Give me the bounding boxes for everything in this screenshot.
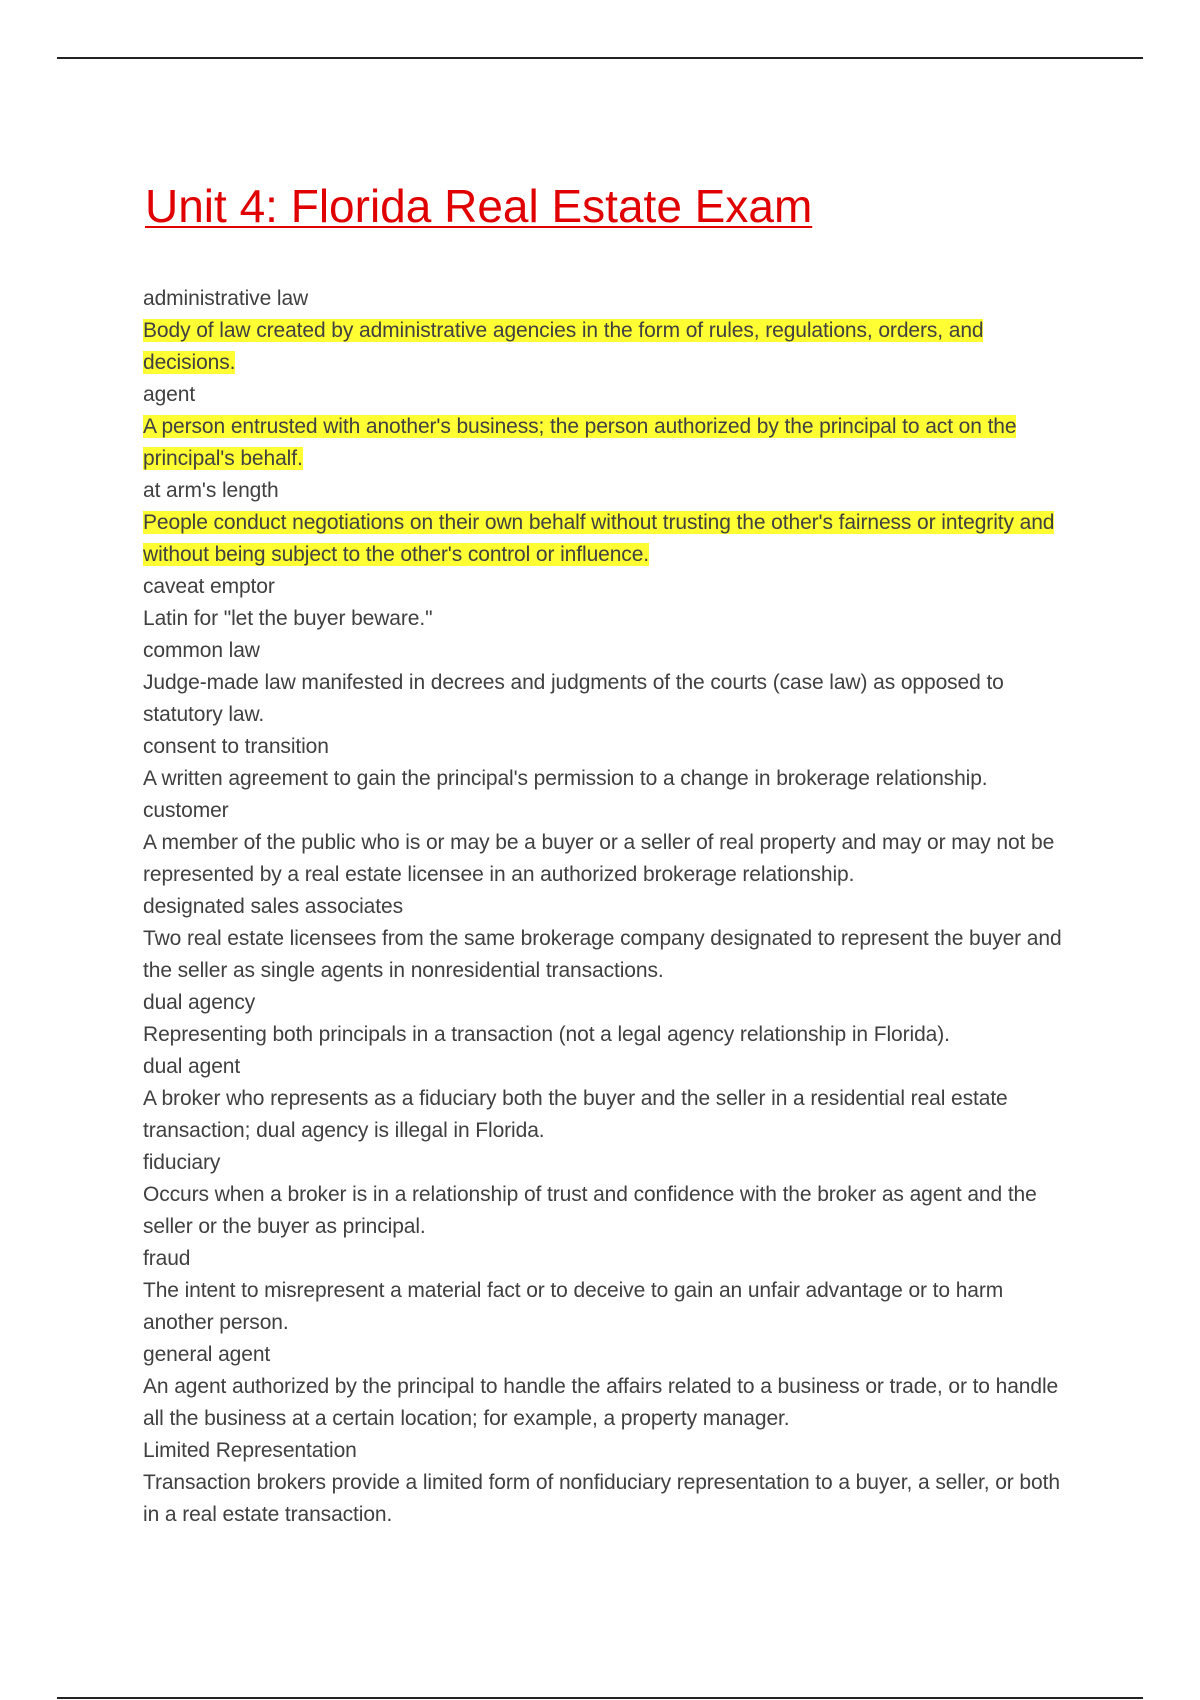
glossary-term: dual agency [143,991,256,1014]
glossary-definition-highlighted [143,315,1068,379]
bottom-rule [57,1697,1143,1699]
glossary-definition [143,1083,1068,1147]
definition-text: Latin for "let the buyer beware." [143,607,433,630]
definition-text: People conduct negotiations on their own behalf without trusting the other's fairness or integrity and without being subject to the other's control or influence. [143,511,1055,566]
glossary-definition [143,923,1068,987]
definition-text: Occurs when a broker is in a relationship of trust and confidence with the broker as agent and the seller or the buyer as principal. [143,1183,1037,1238]
glossary-term: Limited Representation [143,1439,357,1462]
glossary-list [143,283,1068,1531]
definition-text: A member of the public who is or may be a buyer or a seller of real property and may or may not be represented by a real estate licensee in an authorized brokerage relationship. [143,831,1055,886]
definition-text: Transaction brokers provide a limited form of nonfiduciary representation to a buyer, a seller, or both in a real estate transaction. [143,1471,1060,1526]
glossary-term: caveat emptor [143,575,275,598]
glossary-term: consent to transition [143,735,329,758]
glossary-term: dual agent [143,1055,241,1078]
glossary-definition [143,763,1068,795]
glossary-term: fraud [143,1247,191,1270]
glossary-definition-highlighted [143,411,1068,475]
glossary-term: designated sales associates [143,895,403,918]
glossary-term: at arm's length [143,479,279,502]
glossary-definition [143,1275,1068,1339]
definition-text: A written agreement to gain the principal's permission to a change in brokerage relationship. [143,767,988,790]
glossary-definition [143,1179,1068,1243]
page-title: Unit 4: Florida Real Estate Exam [145,180,813,232]
definition-text: Two real estate licensees from the same brokerage company designated to represent the buyer and the seller as single agents in nonresidential transactions. [143,927,1062,982]
glossary-term: agent [143,383,196,406]
definition-text: The intent to misrepresent a material fact or to deceive to gain an unfair advantage or to harm another person. [143,1279,1004,1334]
definition-text: An agent authorized by the principal to handle the affairs related to a business or trade, or to handle all the business at a certain location; for example, a property manager. [143,1375,1059,1430]
glossary-term: common law [143,639,260,662]
definition-text: A person entrusted with another's business; the person authorized by the principal to act on the principal's behalf. [143,415,1017,470]
glossary-term: customer [143,799,229,822]
glossary-definition [143,603,1068,635]
glossary-definition [143,1371,1068,1435]
definition-text: Body of law created by administrative agencies in the form of rules, regulations, orders, and decisions. [143,319,984,374]
top-rule [57,57,1143,59]
glossary-definition [143,1467,1068,1531]
glossary-term: administrative law [143,287,309,310]
glossary-term: general agent [143,1343,271,1366]
glossary-definition [143,827,1068,891]
definition-text: A broker who represents as a fiduciary both the buyer and the seller in a residential real estate transaction; dual agency is illegal in Florida. [143,1087,1008,1142]
glossary-term: fiduciary [143,1151,221,1174]
definition-text: Representing both principals in a transaction (not a legal agency relationship in Florida). [143,1023,950,1046]
glossary-definition-highlighted [143,507,1068,571]
glossary-definition [143,1019,1068,1051]
glossary-definition [143,667,1068,731]
definition-text: Judge-made law manifested in decrees and judgments of the courts (case law) as opposed to statutory law. [143,671,1004,726]
